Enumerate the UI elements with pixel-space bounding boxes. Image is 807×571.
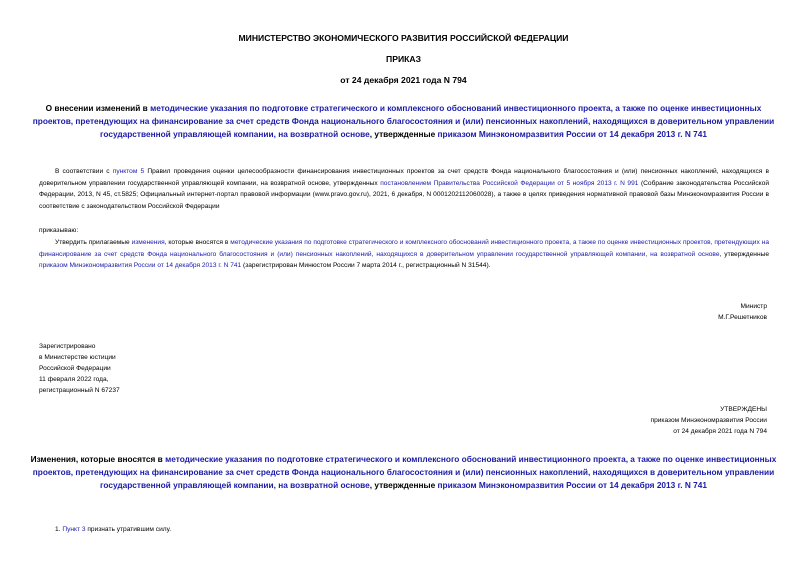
registration-line: 11 февраля 2022 года,: [39, 376, 109, 383]
order-word: приказываю:: [39, 227, 79, 234]
preamble-text: В соответствии с: [55, 168, 113, 175]
point-5-link[interactable]: пунктом 5: [112, 168, 145, 175]
order-text: (зарегистрирован Минюстом России 7 марта 2014 г., регистрационный N 31544).: [241, 262, 491, 269]
methodical-guidelines-link[interactable]: методические указания по подготовке стратегического и комплексного обоснований инвестиционного проекта, а также по оценке инвестиционных проектов, претендующих на финансирование за счет средств Фонда национального благосостояния и (или) пенсионных накоплений, находящихся в доверительном управлении государственной управляющей компании, на возвратной основе: [32, 103, 775, 139]
methodical-guidelines-link[interactable]: методические указания по подготовке стратегического и комплексного обоснований инвестиционного проекта, а также по оценке инвестиционных проектов, претендующих на финансирование за счет средств Фонда национального благосостояния и (или) пенсионных накоплений, находящихся в доверительном управлении государственной управляющей компании, на возвратной основе: [32, 454, 777, 490]
changes-link[interactable]: изменения: [131, 239, 165, 246]
item-1-number: 1.: [55, 526, 63, 533]
methodical-guidelines-link[interactable]: методические указания по подготовке стратегического и комплексного обоснований инвестиционного проекта, а также по оценке инвестиционных проектов, претендующих на финансирование за счет средств Фонда национального благосостояния и (или) пенсионных накоплений, находящихся в доверительном управлении государственной управляющей компании, на возвратной основе: [39, 239, 769, 258]
order-741-link[interactable]: приказом Минэкономразвития России от 14 декабря 2013 г. N 741: [437, 129, 707, 139]
registration-line: Российской Федерации: [39, 365, 111, 372]
preamble-text: (Собрание законодательства Российской Федерации, 2013, N 45, ст.5825; Официальный интернет-портал правовой информации (www.pravo.gov.ru), 2021, 6 декабря, N 0001202112060028), а также в целях приведения нормативной правовой базы Минэкономразвития России в соответствие с законодательством Российской Федерации: [39, 179, 769, 210]
preamble-text: Правил проведения оценки целесообразности финансирования инвестиционных проектов за счет средств Фонда национального благосостояния и (или) пенсионных накоплений, находящихся в доверительном управлении государственной управляющей компании, на возвратной основе, утвержденных: [39, 168, 769, 187]
approved-line: от 24 декабря 2021 года N 794: [673, 428, 767, 435]
registration-line: регистрационный N 67237: [39, 387, 120, 394]
signature-block: [718, 301, 767, 323]
point-3-link[interactable]: Пункт 3: [62, 526, 86, 533]
doc-type-heading: ПРИКАЗ: [386, 54, 421, 64]
approved-block: [651, 404, 768, 437]
order-text: , которые вносятся в: [164, 239, 231, 246]
order-text: Утвердить прилагаемые: [55, 239, 132, 246]
item-1-text: признать утратившим силу.: [85, 526, 172, 533]
date-number-heading: от 24 декабря 2021 года N 794: [340, 75, 467, 85]
item-1: [55, 524, 171, 535]
resolution-991-link[interactable]: постановлением Правительства Российской Федерации от 5 ноября 2013 г. N 991: [380, 179, 639, 187]
order-paragraph: [39, 237, 769, 272]
order-title-text: О внесении изменений в: [45, 103, 151, 113]
signature-position: Министр: [740, 303, 767, 310]
order-text: , утвержденные: [719, 250, 769, 258]
approved-line: УТВЕРЖДЕНЫ: [720, 406, 767, 413]
order-741-link[interactable]: приказом Минэкономразвития России от 14 декабря 2013 г. N 741: [437, 480, 707, 490]
order-title: [30, 102, 777, 141]
changes-title: [30, 453, 777, 492]
changes-title-text: , утвержденные: [369, 480, 438, 490]
approved-line: приказом Минэкономразвития России: [650, 417, 767, 424]
order-741-link[interactable]: приказом Минэкономразвития России от 14 декабря 2013 г. N 741: [39, 262, 242, 269]
changes-title-text: Изменения, которые вносятся в: [30, 454, 166, 464]
registration-line: в Министерстве юстиции: [39, 354, 116, 361]
order-title-text: , утвержденные: [369, 129, 438, 139]
preamble-paragraph: [39, 166, 769, 212]
registration-block: [39, 341, 120, 396]
registration-line: Зарегистрировано: [39, 343, 96, 350]
signature-name: М.Г.Решетников: [718, 314, 767, 321]
ministry-heading: МИНИСТЕРСТВО ЭКОНОМИЧЕСКОГО РАЗВИТИЯ РОССИЙСКОЙ ФЕДЕРАЦИИ: [238, 33, 569, 43]
